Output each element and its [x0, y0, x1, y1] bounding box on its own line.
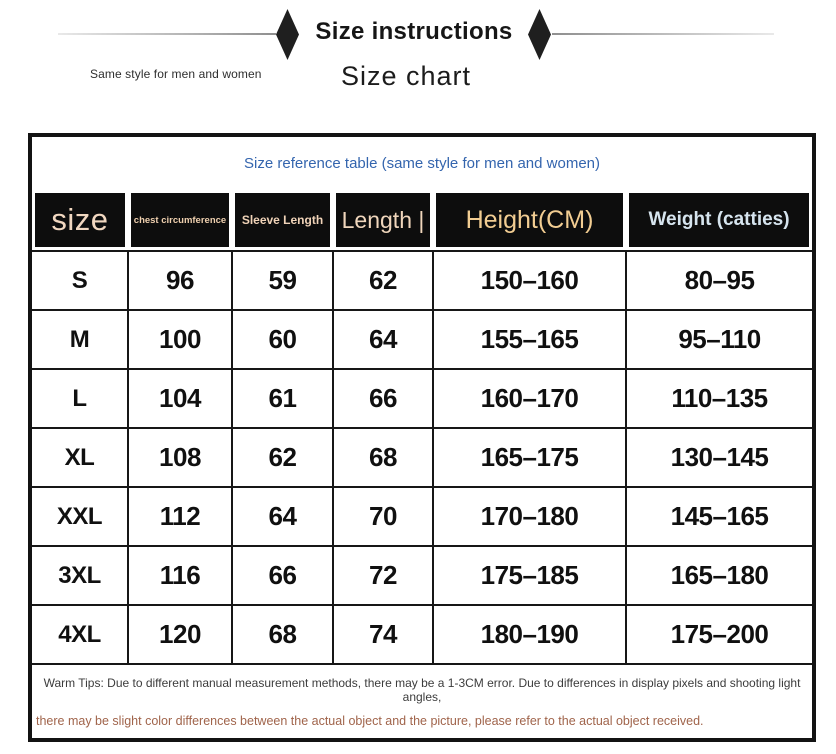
- cell-weight: 130–145: [626, 428, 814, 487]
- table-caption: Size reference table (same style for men and women): [244, 155, 601, 172]
- cell-weight: 95–110: [626, 310, 814, 369]
- banner-title: Size instructions: [315, 18, 513, 45]
- cell-chest: 112: [128, 487, 232, 546]
- size-reference-table: [28, 133, 816, 742]
- cell-size: M: [30, 310, 128, 369]
- cell-chest: 100: [128, 310, 232, 369]
- cell-sleeve: 66: [232, 546, 333, 605]
- cell-size: S: [30, 251, 128, 310]
- warm-tips-line2: there may be slight color differences between the actual object and the picture, please refer to the actual object received.: [36, 713, 704, 728]
- column-header-label: Height(CM): [436, 193, 623, 247]
- column-header-sleeve: [232, 190, 333, 251]
- cell-chest: 120: [128, 605, 232, 664]
- column-header-label: size: [35, 193, 125, 247]
- table-caption-row: [30, 135, 814, 190]
- column-header-weight: [626, 190, 814, 251]
- banner: [0, 0, 836, 60]
- warm-tips: [30, 664, 814, 740]
- cell-length: 64: [333, 310, 433, 369]
- cell-length: 62: [333, 251, 433, 310]
- divider-line-right: [552, 33, 774, 35]
- cell-sleeve: 68: [232, 605, 333, 664]
- cell-size: L: [30, 369, 128, 428]
- cell-height: 160–170: [433, 369, 626, 428]
- cell-height: 155–165: [433, 310, 626, 369]
- table-row: [30, 369, 814, 428]
- cell-sleeve: 62: [232, 428, 333, 487]
- divider-line-left: [58, 33, 276, 35]
- cell-sleeve: 61: [232, 369, 333, 428]
- diamond-icon-right: [528, 9, 551, 60]
- cell-length: 72: [333, 546, 433, 605]
- cell-length: 66: [333, 369, 433, 428]
- cell-sleeve: 59: [232, 251, 333, 310]
- cell-length: 68: [333, 428, 433, 487]
- table-row: [30, 487, 814, 546]
- cell-height: 165–175: [433, 428, 626, 487]
- cell-weight: 145–165: [626, 487, 814, 546]
- cell-height: 170–180: [433, 487, 626, 546]
- cell-size: 4XL: [30, 605, 128, 664]
- column-header-length: [333, 190, 433, 251]
- table-row: [30, 605, 814, 664]
- table-row: [30, 310, 814, 369]
- column-header-chest: [128, 190, 232, 251]
- cell-sleeve: 60: [232, 310, 333, 369]
- cell-weight: 80–95: [626, 251, 814, 310]
- cell-chest: 116: [128, 546, 232, 605]
- page-title: Size chart: [340, 61, 472, 91]
- cell-height: 150–160: [433, 251, 626, 310]
- table-row: [30, 546, 814, 605]
- warm-tips-row: [30, 664, 814, 740]
- table-row: [30, 428, 814, 487]
- column-header-size: [30, 190, 128, 251]
- column-header-height: [433, 190, 626, 251]
- cell-size: XXL: [30, 487, 128, 546]
- cell-chest: 104: [128, 369, 232, 428]
- column-header-label: Weight (catties): [629, 193, 809, 247]
- warm-tips-line1: Warm Tips: Due to different manual measurement methods, there may be a 1-3CM error. Due to differences in display pixels and shooting light angles,: [43, 675, 801, 704]
- cell-chest: 108: [128, 428, 232, 487]
- cell-weight: 165–180: [626, 546, 814, 605]
- cell-length: 70: [333, 487, 433, 546]
- table-header-row: [30, 190, 814, 251]
- cell-length: 74: [333, 605, 433, 664]
- side-note: Same style for men and women: [90, 67, 262, 81]
- cell-height: 175–185: [433, 546, 626, 605]
- cell-sleeve: 64: [232, 487, 333, 546]
- table-row: [30, 251, 814, 310]
- cell-height: 180–190: [433, 605, 626, 664]
- cell-size: 3XL: [30, 546, 128, 605]
- column-header-label: Length |: [336, 193, 430, 247]
- cell-weight: 110–135: [626, 369, 814, 428]
- cell-weight: 175–200: [626, 605, 814, 664]
- cell-size: XL: [30, 428, 128, 487]
- cell-chest: 96: [128, 251, 232, 310]
- column-header-label: chest circumference: [131, 193, 229, 247]
- diamond-icon-left: [276, 9, 299, 60]
- column-header-label: Sleeve Length: [235, 193, 330, 247]
